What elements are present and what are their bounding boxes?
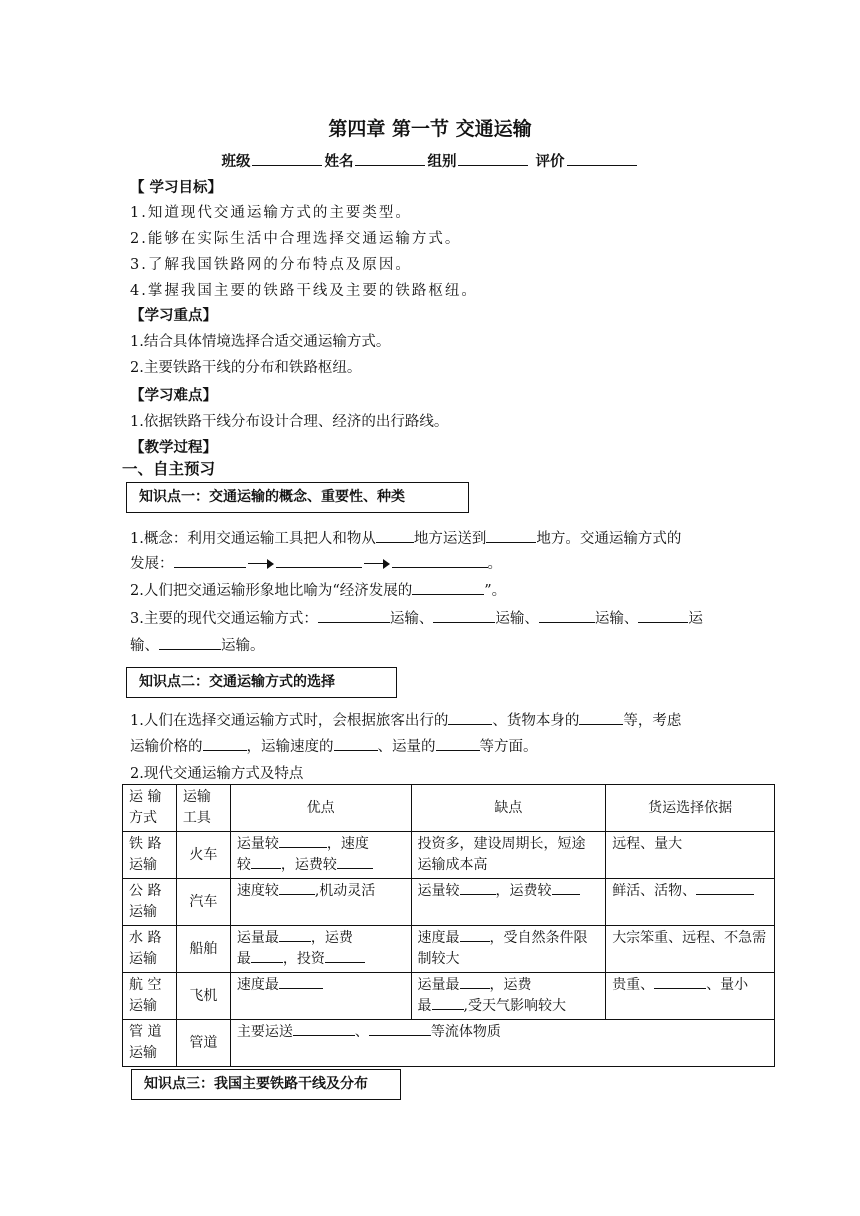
blank[interactable]	[638, 609, 688, 623]
blank[interactable]	[376, 529, 414, 543]
transport-table	[122, 784, 775, 1067]
knowledge-box-3: 知识点三：我国主要铁路干线及分布	[131, 1069, 401, 1100]
arrow-right-icon	[364, 559, 390, 569]
blank[interactable]	[159, 636, 221, 650]
table-header: 运 输 方式	[123, 785, 177, 832]
blank[interactable]	[448, 711, 492, 725]
table-header: 优点	[230, 785, 411, 832]
blank[interactable]	[486, 529, 536, 543]
section-heading: 一、自主预习	[122, 460, 216, 478]
keypoint-item: 1.结合具体情境选择合适交通运输方式。	[130, 334, 391, 350]
goal-item: 4.掌握我国主要的铁路干线及主要的铁路枢纽。	[130, 283, 478, 299]
blank[interactable]	[433, 609, 495, 623]
blank[interactable]	[293, 1022, 355, 1036]
blank[interactable]	[251, 855, 281, 869]
group-field[interactable]	[458, 151, 528, 166]
blank[interactable]	[696, 881, 754, 895]
k1-line-2: 发展： 。	[130, 556, 502, 572]
student-info-line	[0, 150, 860, 171]
name-field[interactable]	[355, 151, 425, 166]
page-title: 第四章 第一节 交通运输	[328, 118, 532, 140]
class-field[interactable]	[252, 151, 322, 166]
blank[interactable]	[337, 855, 373, 869]
blank[interactable]	[174, 554, 246, 568]
difficult-heading: 【学习难点】	[130, 388, 217, 404]
goal-item: 1.知道现代交通运输方式的主要类型。	[130, 205, 412, 221]
goals-heading: 【 学习目标】	[130, 180, 223, 196]
k1-line-5: 输、 运输。	[130, 638, 265, 654]
table-row: 管 道 运输 管道 主要运送 、 等流体物质	[123, 1020, 775, 1067]
table-row: 公 路 运输 汽车 速度较 ,机动灵活 运量较 ，运费较 鲜活、活物、	[123, 879, 775, 926]
k1-line-3: 2.人们把交通运输形象地比喻为“经济发展的 ”。	[130, 583, 507, 599]
arrow-right-icon	[248, 559, 274, 569]
blank[interactable]	[276, 554, 362, 568]
k1-line-1: 1.概念：利用交通运输工具把人和物从 地方运送到 地方。交通运输方式的	[130, 531, 682, 547]
process-heading: 【教学过程】	[130, 440, 217, 456]
blank[interactable]	[251, 949, 283, 963]
blank[interactable]	[392, 554, 488, 568]
k2-line-1: 1.人们在选择交通运输方式时，会根据旅客出行的 、货物本身的 等，考虑	[130, 713, 682, 729]
difficult-item: 1.依据铁路干线分布设计合理、经济的出行路线。	[130, 414, 449, 430]
blank[interactable]	[460, 928, 490, 942]
knowledge-box-2: 知识点二：交通运输方式的选择	[126, 667, 397, 698]
blank[interactable]	[552, 881, 580, 895]
blank[interactable]	[279, 928, 311, 942]
blank[interactable]	[412, 581, 484, 595]
blank[interactable]	[654, 975, 706, 989]
table-row: 水 路 运输 船舶 运量最 ，运费 最 ，投资 速度最 ，受自然条件限制较大 大宗笨重、远程、不急需	[123, 926, 775, 973]
blank[interactable]	[369, 1022, 431, 1036]
table-header: 运输 工具	[176, 785, 230, 832]
goal-item: 2.能够在实际生活中合理选择交通运输方式。	[130, 231, 462, 247]
k2-line-2: 运输价格的 ，运输速度的 、运量的 等方面。	[130, 739, 538, 755]
blank[interactable]	[460, 975, 490, 989]
blank[interactable]	[279, 834, 327, 848]
table-header-row	[123, 785, 775, 832]
blank[interactable]	[279, 881, 315, 895]
keypoints-heading: 【学习重点】	[130, 308, 217, 324]
blank[interactable]	[539, 609, 595, 623]
name-label: 姓名	[324, 154, 354, 170]
k1-line-4: 3.主要的现代交通运输方式： 运输、 运输、 运输、 运	[130, 611, 703, 627]
eval-label: 评价	[535, 154, 565, 170]
group-label: 组别	[427, 154, 457, 170]
blank[interactable]	[579, 711, 623, 725]
class-label: 班级	[221, 154, 251, 170]
blank[interactable]	[279, 975, 323, 989]
keypoint-item: 2.主要铁路干线的分布和铁路枢纽。	[130, 360, 362, 376]
table-row: 铁 路 运输 火车 运量较 ，速度 较 ，运费较 投资多，建设周期长，短途运输成本高 远程、量大	[123, 832, 775, 879]
table-header: 缺点	[411, 785, 606, 832]
blank[interactable]	[460, 881, 496, 895]
blank[interactable]	[325, 949, 365, 963]
blank[interactable]	[203, 737, 247, 751]
blank[interactable]	[318, 609, 390, 623]
table-row: 航 空 运输 飞机 速度最 运量最 ，运费 最 ,受天气影响较大 贵重、 、量小	[123, 973, 775, 1020]
eval-field[interactable]	[567, 151, 637, 166]
blank[interactable]	[432, 996, 464, 1010]
table-header: 货运选择依据	[606, 785, 775, 832]
k2-line-3: 2.现代交通运输方式及特点	[130, 766, 304, 782]
blank[interactable]	[334, 737, 378, 751]
goal-item: 3.了解我国铁路网的分布特点及原因。	[130, 257, 412, 273]
blank[interactable]	[436, 737, 480, 751]
knowledge-box-1: 知识点一：交通运输的概念、重要性、种类	[126, 482, 469, 513]
